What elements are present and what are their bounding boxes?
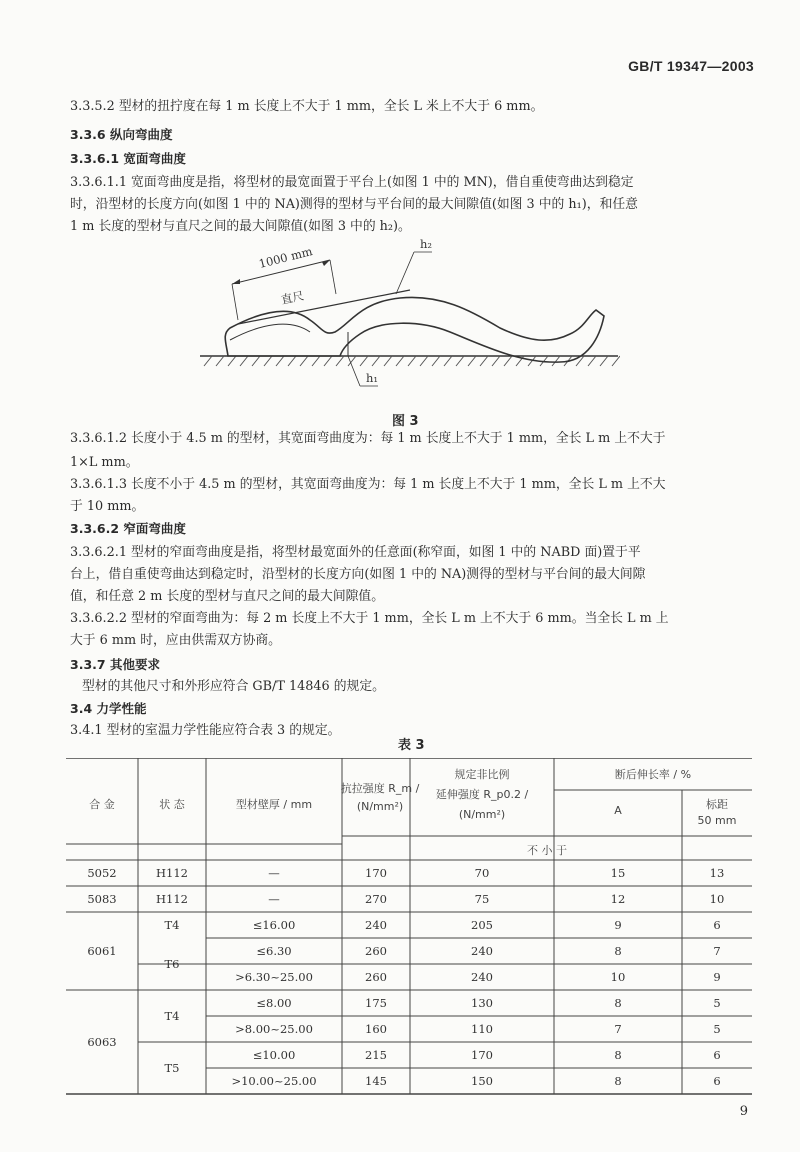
hatch-line xyxy=(228,356,236,366)
hatch-line xyxy=(288,356,296,366)
text-line: 3.3.5.2 型材的扭拧度在每 1 m 长度上不大于 1 mm，全长 L 米上不大于 6 mm。 xyxy=(70,99,544,114)
cell-value: ≤16.00 xyxy=(252,918,296,932)
hatch-line xyxy=(612,356,620,366)
hatch-line xyxy=(420,356,428,366)
text-line: 3.3.6 纵向弯曲度 xyxy=(70,127,173,142)
cell-value: 6 xyxy=(713,1048,721,1062)
cell-value: 270 xyxy=(365,892,387,906)
cell-value: 7 xyxy=(614,1022,622,1036)
cell-temper: T5 xyxy=(164,1061,180,1075)
cell-alloy: 5083 xyxy=(87,892,117,906)
cell-value: 15 xyxy=(610,866,626,880)
cell-value: 110 xyxy=(471,1022,493,1036)
text-line: 1×L mm。 xyxy=(70,455,139,470)
hatch-line xyxy=(252,356,260,366)
not-less-than: 不 小 于 xyxy=(527,844,567,857)
table-3 xyxy=(66,758,756,1098)
hatch-line xyxy=(264,356,272,366)
text-line: 3.3.6.1.3 长度不小于 4.5 m 的型材，其宽面弯曲度为：每 1 m 长度上不大于 1 mm，全长 L m 上不大 xyxy=(70,477,666,492)
profile-shape xyxy=(225,297,604,362)
cell-value: 170 xyxy=(471,1048,493,1062)
text-line: 3.4 力学性能 xyxy=(70,701,147,716)
col-tensile-unit: (N/mm²) xyxy=(356,800,404,813)
col-a50: 标距 xyxy=(706,798,728,811)
hatch-line xyxy=(480,356,488,366)
cell-value: 6 xyxy=(713,1074,721,1088)
cell-value: 5 xyxy=(713,996,721,1010)
hatch-line xyxy=(432,356,440,366)
cell-value: 130 xyxy=(471,996,493,1010)
hatch-line xyxy=(396,356,404,366)
col-a50-unit: 50 mm xyxy=(697,814,737,827)
cell-value: 205 xyxy=(471,918,493,932)
cell-value: >10.00~25.00 xyxy=(231,1074,317,1088)
hatch-line xyxy=(468,356,476,366)
cell-value: 260 xyxy=(365,944,387,958)
hatch-line xyxy=(240,356,248,366)
hatch-line xyxy=(276,356,284,366)
hatch-line xyxy=(204,356,212,366)
figure-caption: 图 3 xyxy=(392,414,419,429)
cell-value: 13 xyxy=(709,866,725,880)
hatch-line xyxy=(552,356,560,366)
text-line: 1 m 长度的型材与直尺之间的最大间隙值(如图 3 中的 h₂)。 xyxy=(70,219,411,234)
hatch-line xyxy=(336,356,344,366)
cell-value: — xyxy=(268,866,280,880)
col-a: A xyxy=(614,804,622,817)
hatch-line xyxy=(444,356,452,366)
cell-value: 170 xyxy=(365,866,387,880)
cell-value: 8 xyxy=(614,1074,622,1088)
cell-temper: H112 xyxy=(156,866,188,880)
length-label: 1000 mm xyxy=(257,244,314,271)
cell-alloy: 6063 xyxy=(87,1035,117,1049)
hatch-line xyxy=(408,356,416,366)
cell-alloy: 5052 xyxy=(87,866,117,880)
ruler-label: 直尺 xyxy=(279,288,306,307)
hatch-line xyxy=(348,356,356,366)
hatch-line xyxy=(492,356,500,366)
col-tensile: 抗拉强度 R_m / xyxy=(340,782,420,795)
col-temper: 状 态 xyxy=(159,798,185,811)
hatch-line xyxy=(324,356,332,366)
cell-temper: H112 xyxy=(156,892,188,906)
cell-value: — xyxy=(268,892,280,906)
cell-value: 9 xyxy=(614,918,622,932)
cell-value: 8 xyxy=(614,996,622,1010)
cell-value: >8.00~25.00 xyxy=(235,1022,313,1036)
text-line: 时，沿型材的长度方向(如图 1 中的 NA)测得的型材与平台间的最大间隙值(如图 3 中的 h₁)，和任意 xyxy=(70,197,638,212)
table-caption: 表 3 xyxy=(398,738,425,753)
text-line: 3.3.6.2.1 型材的窄面弯曲度是指，将型材最宽面外的任意面(称窄面，如图 1 中的 NABD 面)置于平 xyxy=(70,545,641,560)
cell-value: 260 xyxy=(365,970,387,984)
hatch-line xyxy=(504,356,512,366)
text-line: 大于 6 mm 时，应由供需双方协商。 xyxy=(70,633,281,648)
hatch-line xyxy=(216,356,224,366)
text-line: 台上，借自重使弯曲达到稳定时，沿型材的长度方向(如图 1 中的 NA)测得的型材与平台间的最大间隙 xyxy=(70,567,646,582)
cell-value: 240 xyxy=(471,944,493,958)
text-line: 3.3.6.1 宽面弯曲度 xyxy=(70,151,186,166)
cell-value: 240 xyxy=(471,970,493,984)
text-line: 3.3.6.2.2 型材的窄面弯曲为：每 2 m 长度上不大于 1 mm，全长 L m 上不大于 6 mm。当全长 L m 上 xyxy=(70,611,669,626)
cell-value: 160 xyxy=(365,1022,387,1036)
cell-value: 70 xyxy=(474,866,490,880)
cell-value: 10 xyxy=(610,970,626,984)
text-line: 3.4.1 型材的室温力学性能应符合表 3 的规定。 xyxy=(70,723,341,738)
hatch-line xyxy=(300,356,308,366)
col-yield-unit: (N/mm²) xyxy=(458,808,506,821)
text-line: 型材的其他尺寸和外形应符合 GB/T 14846 的规定。 xyxy=(82,679,385,694)
hatch-line xyxy=(312,356,320,366)
cell-alloy: 6061 xyxy=(87,944,117,958)
cell-value: 8 xyxy=(614,1048,622,1062)
col-thickness: 型材壁厚 / mm xyxy=(235,798,313,811)
cell-value: 9 xyxy=(713,970,721,984)
standard-number: GB/T 19347—2003 xyxy=(628,58,754,74)
text-line: 于 10 mm。 xyxy=(70,499,145,514)
cell-value: 75 xyxy=(474,892,490,906)
cell-value: 175 xyxy=(365,996,387,1010)
cell-value: 5 xyxy=(713,1022,721,1036)
cell-value: 150 xyxy=(471,1074,493,1088)
cell-temper: T6 xyxy=(164,957,180,971)
col-alloy: 合 金 xyxy=(89,798,115,811)
text-line: 3.3.6.1.1 宽面弯曲度是指，将型材的最宽面置于平台上(如图 1 中的 MN)，借自重使弯曲达到稳定 xyxy=(70,175,634,190)
col-elongation: 断后伸长率 / % xyxy=(614,768,692,781)
cell-temper: T4 xyxy=(164,1009,180,1023)
page-number: 9 xyxy=(739,1104,748,1119)
cell-value: 240 xyxy=(365,918,387,932)
hatch-line xyxy=(384,356,392,366)
cell-value: 10 xyxy=(709,892,725,906)
cell-value: ≤8.00 xyxy=(256,996,292,1010)
cell-value: 7 xyxy=(713,944,721,958)
hatch-line xyxy=(360,356,368,366)
cell-value: 8 xyxy=(614,944,622,958)
cell-value: 215 xyxy=(365,1048,387,1062)
hatch-line xyxy=(600,356,608,366)
figure-3 xyxy=(200,224,620,414)
cell-value: ≤10.00 xyxy=(252,1048,296,1062)
cell-value: 6 xyxy=(713,918,721,932)
col-yield: 规定非比例 xyxy=(454,768,510,781)
text-line: 值，和任意 2 m 长度的型材与直尺之间的最大间隙值。 xyxy=(70,589,385,604)
cell-value: 145 xyxy=(365,1074,387,1088)
cell-value: 12 xyxy=(610,892,626,906)
h1-label: h₁ xyxy=(366,371,379,385)
cell-value: >6.30~25.00 xyxy=(235,970,313,984)
col-yield-2: 延伸强度 R_p0.2 / xyxy=(435,788,529,801)
hatch-line xyxy=(588,356,596,366)
hatch-line xyxy=(372,356,380,366)
hatch-line xyxy=(456,356,464,366)
cell-temper: T4 xyxy=(164,918,180,932)
cell-value: ≤6.30 xyxy=(256,944,292,958)
text-line: 3.3.7 其他要求 xyxy=(70,657,160,672)
h2-label: h₂ xyxy=(420,237,433,251)
text-line: 3.3.6.2 窄面弯曲度 xyxy=(70,521,186,536)
text-line: 3.3.6.1.2 长度小于 4.5 m 的型材，其宽面弯曲度为：每 1 m 长度上不大于 1 mm，全长 L m 上不大于 xyxy=(70,431,666,446)
